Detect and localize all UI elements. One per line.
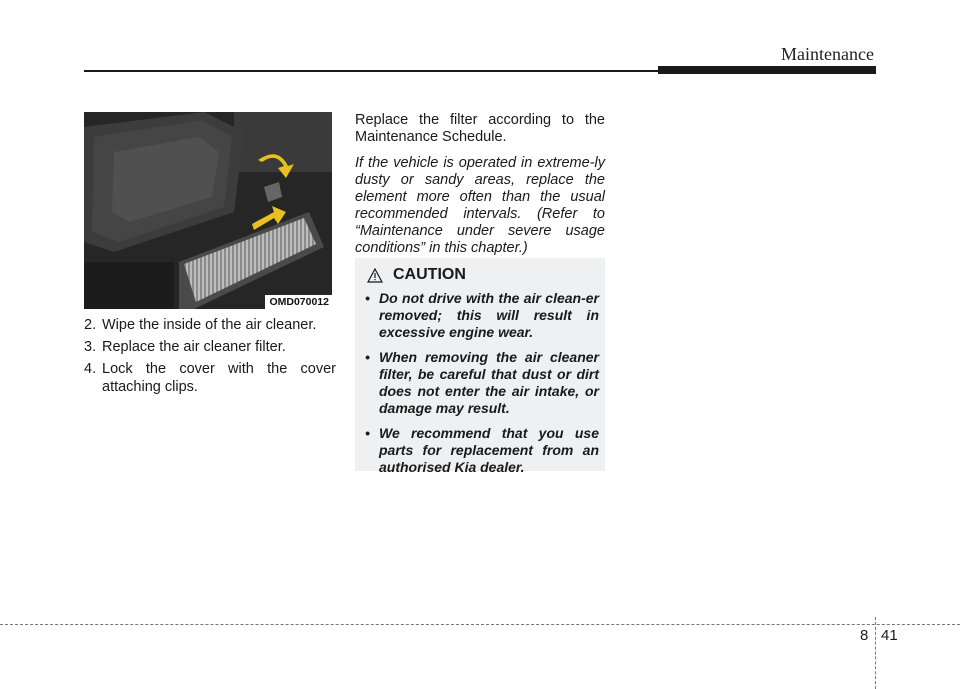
list-item: [84, 338, 336, 356]
bullet: •: [365, 425, 370, 441]
chapter-number: 8: [860, 627, 869, 644]
list-item: [84, 316, 336, 334]
step-text: Wipe the inside of the air cleaner.: [102, 317, 317, 333]
figure-code: OMD070012: [265, 295, 332, 309]
bullet: •: [365, 290, 370, 306]
header-rule-thin: [84, 70, 664, 72]
caution-header: [363, 266, 599, 284]
section-title: Maintenance: [781, 44, 874, 64]
right-column: [355, 112, 605, 266]
list-item: [363, 425, 599, 476]
warning-triangle-icon: [367, 268, 383, 283]
steps-list: [84, 316, 336, 400]
footer-divider: [875, 617, 876, 689]
caution-text: When removing the air cleaner filter, be careful that dust or dirt does not enter the air intake, or damage may result.: [379, 349, 599, 416]
bullet: •: [365, 349, 370, 365]
caution-text: Do not drive with the air clean-er removed; this will result in excessive engine wear.: [379, 290, 599, 340]
step-number: 4.: [84, 361, 97, 377]
step-number: 3.: [84, 339, 97, 355]
note-paragraph: If the vehicle is operated in extreme-ly dusty or sandy areas, replace the element more often than the usual recommended intervals. (Refer to “Maintenance under severe usage conditions” in this chapter.): [355, 155, 605, 256]
list-item: [84, 360, 336, 396]
page-number: 41: [881, 627, 898, 644]
step-number: 2.: [84, 317, 97, 333]
list-item: [363, 290, 599, 341]
header-rule-thick: [658, 66, 876, 74]
step-text: Lock the cover with the cover attaching clips.: [102, 361, 336, 395]
caution-text: We recommend that you use parts for replacement from an authorised Kia dealer.: [379, 425, 599, 475]
step-text: Replace the air cleaner filter.: [102, 339, 286, 355]
intro-paragraph: Replace the filter according to the Maintenance Schedule.: [355, 112, 605, 145]
footer-rule: [0, 624, 960, 625]
air-cleaner-photo: [84, 112, 332, 309]
caution-title: CAUTION: [393, 266, 466, 283]
caution-box: [355, 258, 605, 475]
list-item: [363, 349, 599, 417]
